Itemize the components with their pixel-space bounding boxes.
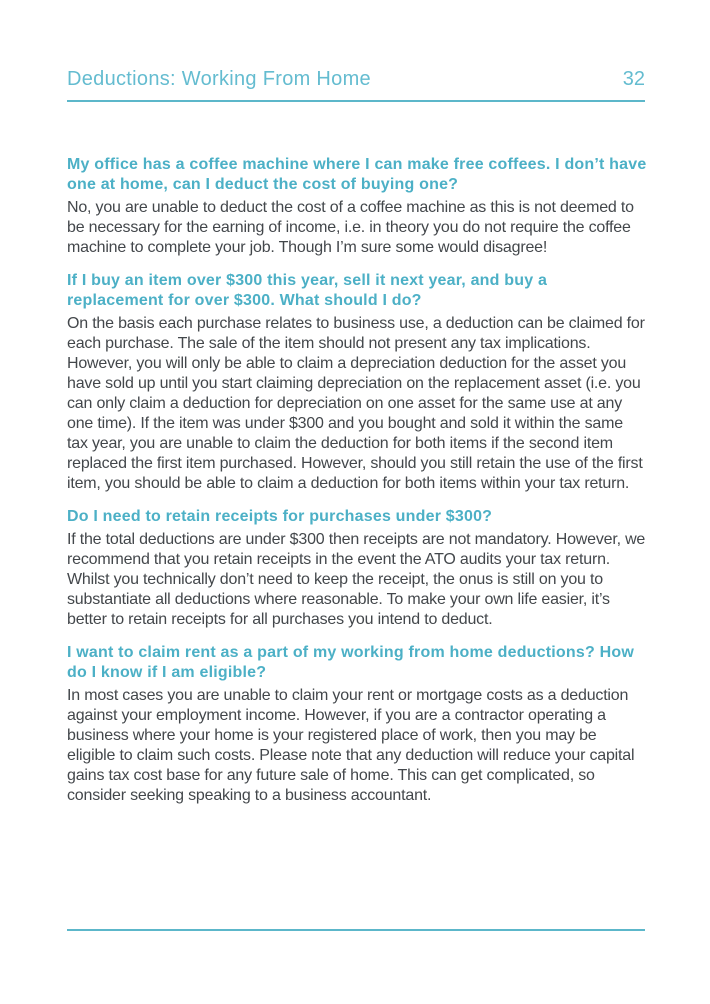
qa-section bbox=[67, 271, 647, 494]
question-heading: I want to claim rent as a part of my working from home deductions? How do I know if I am eligible? bbox=[67, 644, 634, 681]
question-heading: If I buy an item over $300 this year, sell it next year, and buy a replacement for over $300. What should I do? bbox=[67, 272, 548, 309]
qa-section bbox=[67, 155, 647, 258]
answer-paragraph: On the basis each purchase relates to business use, a deduction can be claimed for each purchase. The sale of the item should not present any tax implications. However, you will only be able to claim a depreciation deduction for the asset you have sold up until you start claiming depreciation on the replacement asset (i.e. you can only claim a deduction for depreciation on one asset for the same use at any one time). If the item was under $300 and you bought and sold it within the same tax year, you are unable to claim the deduction for both items if the second item replaced the first item purchased. However, should you still retain the use of the first item, you should be able to claim a deduction for both items within your tax return. bbox=[67, 315, 645, 492]
footer-divider bbox=[67, 929, 645, 931]
qa-section bbox=[67, 643, 647, 806]
answer-paragraph: No, you are unable to deduct the cost of a coffee machine as this is not deemed to be necessary for the earning of income, i.e. in theory you do not require the coffee machine to complete your job. Though I’m sure some would disagree! bbox=[67, 199, 634, 256]
qa-content bbox=[67, 144, 647, 806]
answer-paragraph: If the total deductions are under $300 then receipts are not mandatory. However, we recommend that you retain receipts in the event the ATO audits your tax return. Whilst you technically don’t need to keep the receipt, the onus is still on you to substantiate all deductions where reasonable. To make your own life easier, it’s better to retain receipts for all purchases you intend to deduct. bbox=[67, 531, 646, 628]
question-heading: Do I need to retain receipts for purchases under $300? bbox=[67, 508, 493, 525]
page-number: 32 bbox=[622, 68, 645, 90]
qa-section bbox=[67, 507, 647, 630]
answer-paragraph: In most cases you are unable to claim your rent or mortgage costs as a deduction against your employment income. However, if you are a contractor operating a business where your home is your registered place of work, then you may be eligible to claim such costs. Please note that any deduction will reduce your capital gains tax cost base for any future sale of home. This can get complicated, so consider seeking speaking to a business accountant. bbox=[67, 687, 635, 804]
page-header bbox=[67, 68, 645, 91]
header-divider bbox=[67, 100, 645, 102]
question-heading: My office has a coffee machine where I can make free coffees. I don’t have one at home, can I deduct the cost of buying one? bbox=[67, 156, 647, 193]
page-title: Deductions: Working From Home bbox=[67, 68, 371, 90]
